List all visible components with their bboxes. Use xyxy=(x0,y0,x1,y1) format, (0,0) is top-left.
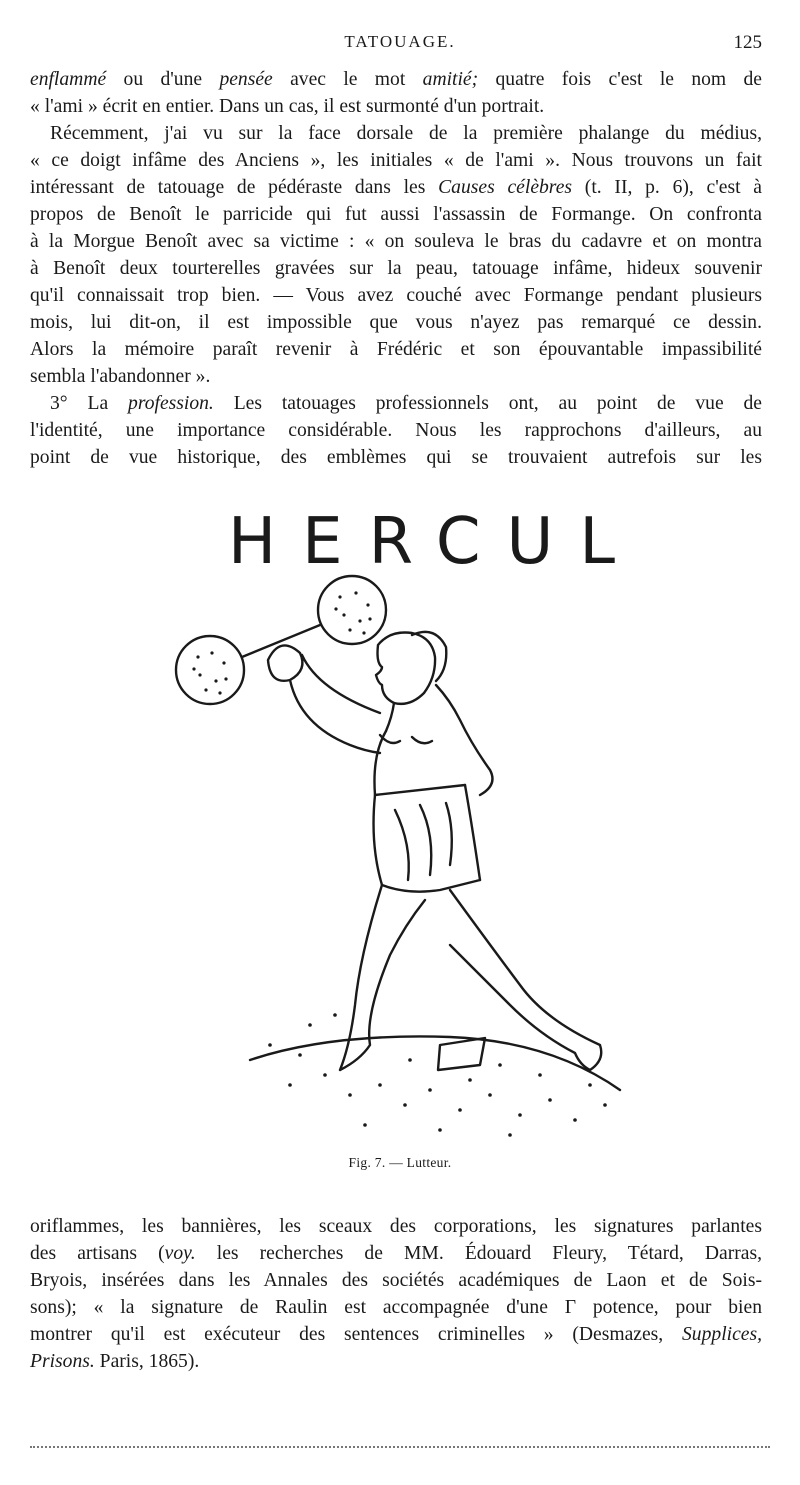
text-line: « l'ami » écrit en entier. Dans un cas, il est surmonté d'un portrait. xyxy=(30,96,545,117)
text-line: oriflammes, les bannières, les sceaux des corporations, les signatures parlantes xyxy=(30,1216,762,1237)
text-span: montrer qu'il est exécuteur des sentences criminelles » (Desmazes, xyxy=(30,1324,682,1345)
text-line: mois, lui dit-on, il est impossible que vous n'ayez pas remarqué ce dessin. xyxy=(30,312,762,333)
page-number: 125 xyxy=(733,32,762,53)
text-line: Alors la mémoire paraît revenir à Frédéric et son épouvantable impassibilité xyxy=(30,339,762,360)
text-span: ou d'une xyxy=(106,69,220,90)
text-span: avec le mot xyxy=(272,69,423,90)
text-line: sembla l'abandonner ». xyxy=(30,366,211,387)
text-span: (t. II, p. 6), c'est à xyxy=(572,177,762,198)
text-span: des artisans ( xyxy=(30,1243,165,1264)
emphasis: enflammé xyxy=(30,69,107,90)
text-line xyxy=(30,174,762,201)
text-line: « ce doigt infâme des Anciens », les initiales « de l'ami ». Nous trouvons un fait xyxy=(30,150,762,171)
paragraph-3 xyxy=(30,390,762,471)
text-span: intéressant de tatouage de pédéraste dans les xyxy=(30,177,439,198)
text-line: Bryois, insérées dans les Annales des sociétés académiques de Laon et de Sois- xyxy=(30,1270,762,1291)
text-span: quatre fois c'est le nom de xyxy=(478,69,762,90)
emphasis: amitié; xyxy=(422,69,479,90)
text-line xyxy=(30,1321,762,1348)
text-line xyxy=(30,66,762,93)
wrestler-figure xyxy=(268,632,601,1070)
emphasis: voy. xyxy=(164,1243,196,1264)
emphasis: profession. xyxy=(128,393,214,414)
text-line: Récemment, j'ai vu sur la face dorsale de la première phalange du médius, xyxy=(50,123,762,144)
figure-caption: Fig. 7. — Lutteur. xyxy=(348,1155,452,1170)
text-span: Paris, 1865). xyxy=(94,1351,200,1372)
text-line: point de vue historique, des emblèmes qui se trouvaient autrefois sur les xyxy=(30,447,762,468)
text-span: les recherches de MM. Édouard Fleury, Tétard, Darras, xyxy=(195,1243,762,1264)
figure-wrestler-tattoo xyxy=(150,485,650,1155)
text-span: Les tatouages professionnels ont, au point de vue de xyxy=(213,393,762,414)
bottom-rule xyxy=(30,1446,770,1448)
emphasis: Causes célèbres xyxy=(438,177,573,198)
text-block-top xyxy=(30,66,762,471)
paragraph-2 xyxy=(30,120,762,390)
text-line: à la Morgue Benoît avec sa victime : « on souleva le bras du cadavre et on montra xyxy=(30,231,762,252)
ground xyxy=(250,1013,620,1137)
text-block-bottom xyxy=(30,1213,762,1375)
text-line xyxy=(30,1240,762,1267)
dumbbell xyxy=(176,576,386,704)
running-title: TATOUAGE. xyxy=(344,32,456,51)
paragraph-4 xyxy=(30,1213,762,1375)
text-line xyxy=(30,390,762,417)
text-line: à Benoît deux tourterelles gravées sur la peau, tatouage infâme, hideux souvenir xyxy=(30,258,762,279)
paragraph-1 xyxy=(30,66,762,120)
emphasis: pensée xyxy=(219,69,273,90)
running-head xyxy=(0,32,800,58)
text-line: propos de Benoît le parricide qui fut aussi l'assassin de Formange. On confronta xyxy=(30,204,762,225)
text-span: 3° La xyxy=(50,393,129,414)
text-line: sons); « la signature de Raulin est accompagnée d'une Γ potence, pour bien xyxy=(30,1297,762,1318)
wrestler-drawing xyxy=(150,485,650,1155)
text-line: qu'il connaissait trop bien. — Vous avez couché avec Formange pendant plusieurs xyxy=(30,285,762,306)
emphasis: Supplices, xyxy=(682,1324,762,1345)
tattoo-lettering: HERCUL xyxy=(228,505,642,579)
text-line xyxy=(30,1348,762,1375)
text-line: l'identité, une importance considérable. Nous les rapprochons d'ailleurs, au xyxy=(30,420,762,441)
emphasis: Prisons. xyxy=(30,1351,95,1372)
